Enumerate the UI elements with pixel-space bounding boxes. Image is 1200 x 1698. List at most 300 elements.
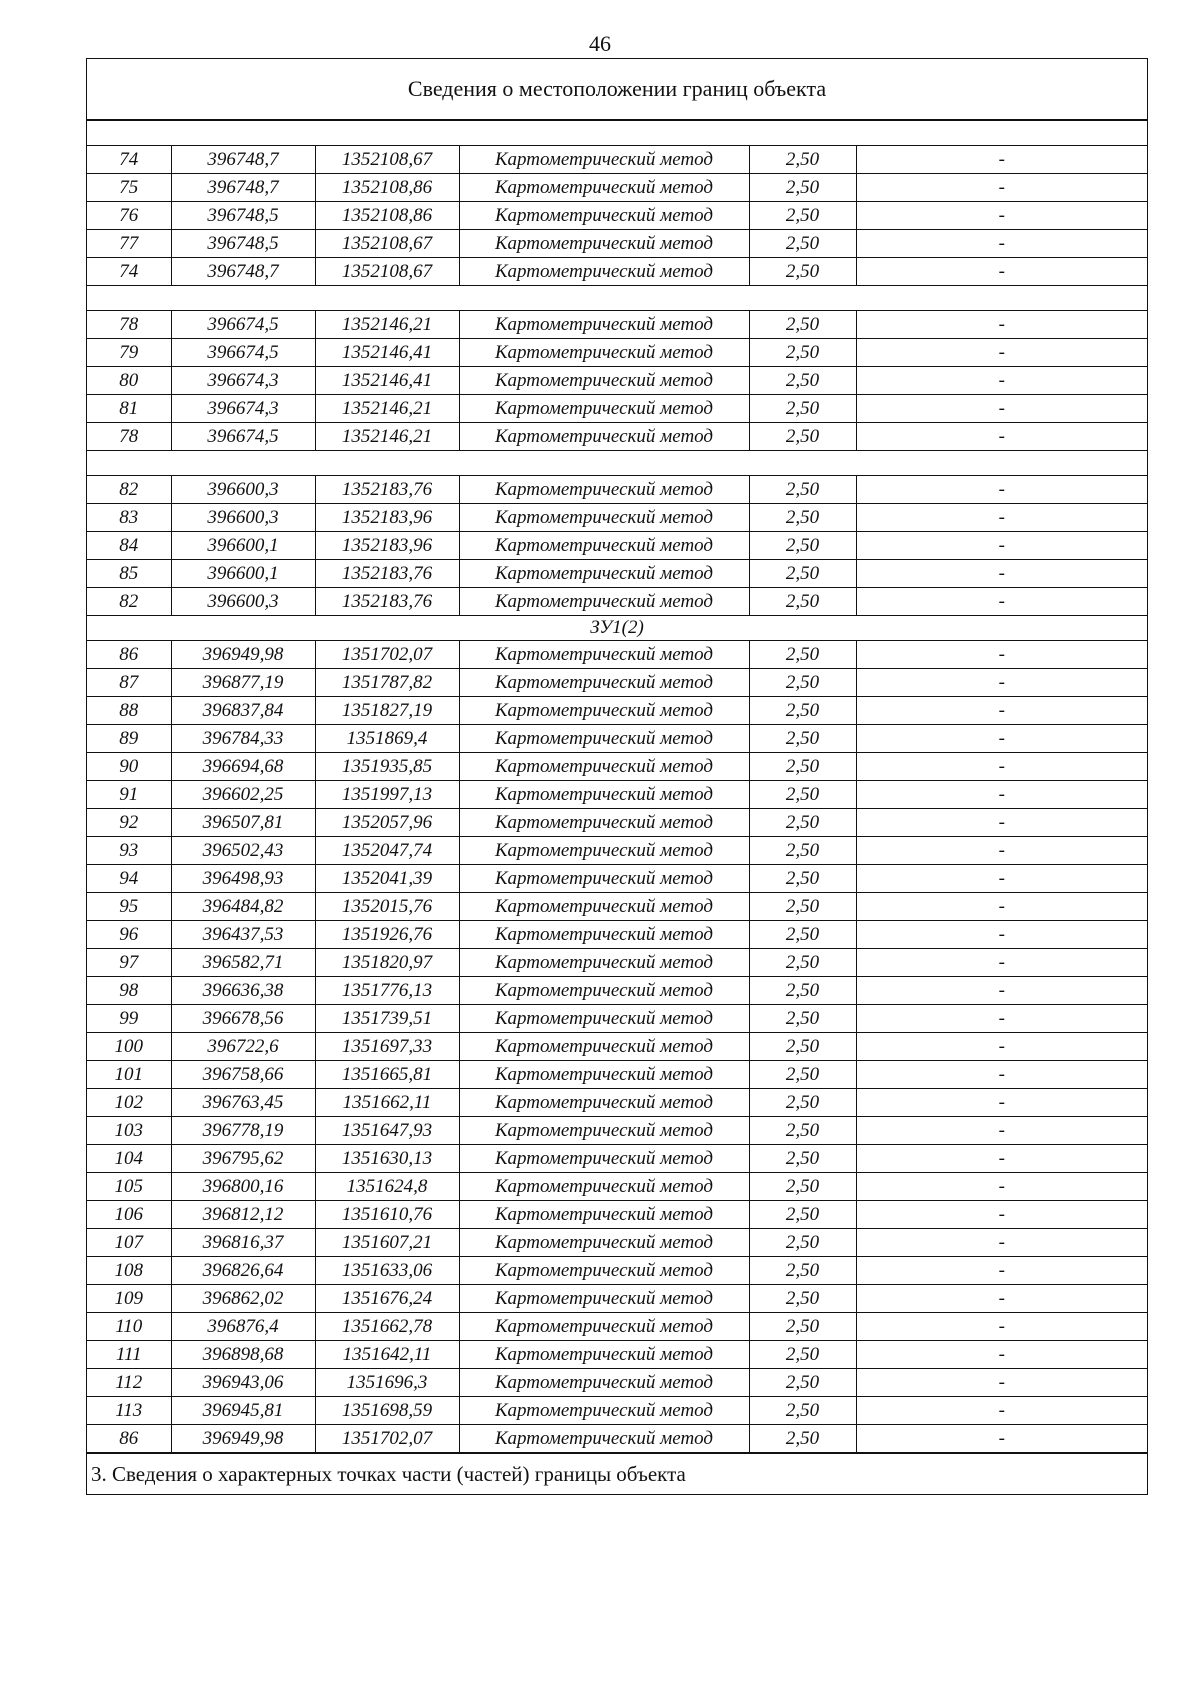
- x-coordinate-cell: 396600,1: [171, 560, 315, 588]
- accuracy-cell: 2,50: [749, 395, 856, 423]
- x-coordinate-cell: 396636,38: [171, 977, 315, 1005]
- table-row: [87, 258, 1147, 286]
- method-cell: Картометрический метод: [459, 921, 749, 949]
- x-coordinate-cell: 396507,81: [171, 809, 315, 837]
- y-coordinate-cell: 1352183,76: [315, 560, 459, 588]
- point-number-cell: 112: [87, 1369, 171, 1397]
- method-cell: Картометрический метод: [459, 641, 749, 669]
- description-cell: -: [856, 1117, 1147, 1145]
- description-cell: -: [856, 753, 1147, 781]
- point-number-cell: 103: [87, 1117, 171, 1145]
- method-cell: Картометрический метод: [459, 1089, 749, 1117]
- table-row: [87, 230, 1147, 258]
- table-title: Сведения о местоположении границ объекта: [87, 59, 1147, 120]
- y-coordinate-cell: 1352183,76: [315, 588, 459, 616]
- method-cell: Картометрический метод: [459, 532, 749, 560]
- table-row: [87, 697, 1147, 725]
- y-coordinate-cell: 1351926,76: [315, 921, 459, 949]
- y-coordinate-cell: 1352108,86: [315, 174, 459, 202]
- description-cell: -: [856, 1369, 1147, 1397]
- accuracy-cell: 2,50: [749, 1285, 856, 1313]
- table-row: [87, 339, 1147, 367]
- description-cell: -: [856, 1061, 1147, 1089]
- description-cell: -: [856, 1173, 1147, 1201]
- x-coordinate-cell: 396795,62: [171, 1145, 315, 1173]
- description-cell: -: [856, 1089, 1147, 1117]
- point-number-cell: 113: [87, 1397, 171, 1425]
- y-coordinate-cell: 1352146,41: [315, 367, 459, 395]
- point-number-cell: 91: [87, 781, 171, 809]
- description-cell: -: [856, 1257, 1147, 1285]
- point-number-cell: 89: [87, 725, 171, 753]
- description-cell: -: [856, 1005, 1147, 1033]
- accuracy-cell: 2,50: [749, 174, 856, 202]
- table-row: [87, 725, 1147, 753]
- y-coordinate-cell: 1352108,67: [315, 230, 459, 258]
- y-coordinate-cell: 1351702,07: [315, 1425, 459, 1453]
- table-row: [87, 1369, 1147, 1397]
- description-cell: -: [856, 174, 1147, 202]
- x-coordinate-cell: 396502,43: [171, 837, 315, 865]
- accuracy-cell: 2,50: [749, 1201, 856, 1229]
- point-number-cell: 99: [87, 1005, 171, 1033]
- description-cell: -: [856, 1201, 1147, 1229]
- description-cell: -: [856, 532, 1147, 560]
- method-cell: Картометрический метод: [459, 1117, 749, 1145]
- point-number-cell: 100: [87, 1033, 171, 1061]
- boundary-table-frame: [86, 58, 1148, 1495]
- method-cell: Картометрический метод: [459, 1005, 749, 1033]
- table-row: [87, 588, 1147, 616]
- point-number-cell: 93: [87, 837, 171, 865]
- accuracy-cell: 2,50: [749, 230, 856, 258]
- table-row: [87, 837, 1147, 865]
- description-cell: -: [856, 311, 1147, 339]
- y-coordinate-cell: 1352146,41: [315, 339, 459, 367]
- point-number-cell: 97: [87, 949, 171, 977]
- accuracy-cell: 2,50: [749, 146, 856, 174]
- x-coordinate-cell: 396582,71: [171, 949, 315, 977]
- accuracy-cell: 2,50: [749, 423, 856, 451]
- accuracy-cell: 2,50: [749, 949, 856, 977]
- x-coordinate-cell: 396674,3: [171, 367, 315, 395]
- point-number-cell: 111: [87, 1341, 171, 1369]
- table-row: [87, 949, 1147, 977]
- table-row: [87, 174, 1147, 202]
- x-coordinate-cell: 396674,3: [171, 395, 315, 423]
- accuracy-cell: 2,50: [749, 1145, 856, 1173]
- description-cell: -: [856, 1425, 1147, 1453]
- description-cell: -: [856, 202, 1147, 230]
- table-row: [87, 1089, 1147, 1117]
- y-coordinate-cell: 1352108,67: [315, 146, 459, 174]
- x-coordinate-cell: 396484,82: [171, 893, 315, 921]
- description-cell: -: [856, 865, 1147, 893]
- y-coordinate-cell: 1351642,11: [315, 1341, 459, 1369]
- accuracy-cell: 2,50: [749, 809, 856, 837]
- method-cell: Картометрический метод: [459, 1313, 749, 1341]
- y-coordinate-cell: 1351702,07: [315, 641, 459, 669]
- table-row: [87, 921, 1147, 949]
- method-cell: Картометрический метод: [459, 1341, 749, 1369]
- accuracy-cell: 2,50: [749, 339, 856, 367]
- table-row: [87, 476, 1147, 504]
- y-coordinate-cell: 1352108,67: [315, 258, 459, 286]
- table-row: [87, 669, 1147, 697]
- point-number-cell: 107: [87, 1229, 171, 1257]
- method-cell: Картометрический метод: [459, 146, 749, 174]
- table-row: [87, 146, 1147, 174]
- table-row: [87, 753, 1147, 781]
- x-coordinate-cell: 396694,68: [171, 753, 315, 781]
- accuracy-cell: 2,50: [749, 837, 856, 865]
- separator-row: [87, 451, 1147, 476]
- method-cell: Картометрический метод: [459, 504, 749, 532]
- accuracy-cell: 2,50: [749, 1397, 856, 1425]
- accuracy-cell: 2,50: [749, 532, 856, 560]
- point-number-cell: 77: [87, 230, 171, 258]
- method-cell: Картометрический метод: [459, 423, 749, 451]
- x-coordinate-cell: 396812,12: [171, 1201, 315, 1229]
- x-coordinate-cell: 396949,98: [171, 1425, 315, 1453]
- method-cell: Картометрический метод: [459, 1425, 749, 1453]
- point-number-cell: 82: [87, 476, 171, 504]
- x-coordinate-cell: 396778,19: [171, 1117, 315, 1145]
- coordinates-table: [87, 120, 1147, 1453]
- separator-row: [87, 286, 1147, 311]
- y-coordinate-cell: 1352041,39: [315, 865, 459, 893]
- method-cell: Картометрический метод: [459, 753, 749, 781]
- x-coordinate-cell: 396877,19: [171, 669, 315, 697]
- method-cell: Картометрический метод: [459, 560, 749, 588]
- y-coordinate-cell: 1351698,59: [315, 1397, 459, 1425]
- description-cell: -: [856, 1145, 1147, 1173]
- description-cell: -: [856, 1341, 1147, 1369]
- table-row: [87, 311, 1147, 339]
- y-coordinate-cell: 1351869,4: [315, 725, 459, 753]
- accuracy-cell: 2,50: [749, 669, 856, 697]
- point-number-cell: 96: [87, 921, 171, 949]
- table-row: [87, 1117, 1147, 1145]
- description-cell: -: [856, 921, 1147, 949]
- method-cell: Картометрический метод: [459, 588, 749, 616]
- accuracy-cell: 2,50: [749, 1089, 856, 1117]
- point-number-cell: 102: [87, 1089, 171, 1117]
- table-row: [87, 532, 1147, 560]
- y-coordinate-cell: 1351696,3: [315, 1369, 459, 1397]
- x-coordinate-cell: 396800,16: [171, 1173, 315, 1201]
- x-coordinate-cell: 396949,98: [171, 641, 315, 669]
- description-cell: -: [856, 977, 1147, 1005]
- description-cell: -: [856, 725, 1147, 753]
- accuracy-cell: 2,50: [749, 560, 856, 588]
- description-cell: -: [856, 809, 1147, 837]
- point-number-cell: 86: [87, 641, 171, 669]
- description-cell: -: [856, 146, 1147, 174]
- point-number-cell: 78: [87, 423, 171, 451]
- y-coordinate-cell: 1351676,24: [315, 1285, 459, 1313]
- x-coordinate-cell: 396437,53: [171, 921, 315, 949]
- x-coordinate-cell: 396862,02: [171, 1285, 315, 1313]
- method-cell: Картометрический метод: [459, 865, 749, 893]
- y-coordinate-cell: 1352146,21: [315, 311, 459, 339]
- x-coordinate-cell: 396602,25: [171, 781, 315, 809]
- table-row: [87, 977, 1147, 1005]
- table-row: [87, 1005, 1147, 1033]
- x-coordinate-cell: 396784,33: [171, 725, 315, 753]
- description-cell: -: [856, 669, 1147, 697]
- method-cell: Картометрический метод: [459, 1257, 749, 1285]
- accuracy-cell: 2,50: [749, 893, 856, 921]
- y-coordinate-cell: 1352146,21: [315, 423, 459, 451]
- method-cell: Картометрический метод: [459, 174, 749, 202]
- method-cell: Картометрический метод: [459, 949, 749, 977]
- accuracy-cell: 2,50: [749, 921, 856, 949]
- method-cell: Картометрический метод: [459, 367, 749, 395]
- method-cell: Картометрический метод: [459, 395, 749, 423]
- description-cell: -: [856, 837, 1147, 865]
- description-cell: -: [856, 258, 1147, 286]
- accuracy-cell: 2,50: [749, 865, 856, 893]
- table-row: [87, 504, 1147, 532]
- description-cell: -: [856, 504, 1147, 532]
- point-number-cell: 95: [87, 893, 171, 921]
- y-coordinate-cell: 1351787,82: [315, 669, 459, 697]
- method-cell: Картометрический метод: [459, 781, 749, 809]
- y-coordinate-cell: 1352183,76: [315, 476, 459, 504]
- method-cell: Картометрический метод: [459, 1285, 749, 1313]
- description-cell: -: [856, 1397, 1147, 1425]
- method-cell: Картометрический метод: [459, 697, 749, 725]
- y-coordinate-cell: 1351607,21: [315, 1229, 459, 1257]
- method-cell: Картометрический метод: [459, 1173, 749, 1201]
- point-number-cell: 110: [87, 1313, 171, 1341]
- point-number-cell: 74: [87, 146, 171, 174]
- x-coordinate-cell: 396898,68: [171, 1341, 315, 1369]
- point-number-cell: 79: [87, 339, 171, 367]
- description-cell: -: [856, 230, 1147, 258]
- x-coordinate-cell: 396498,93: [171, 865, 315, 893]
- point-number-cell: 109: [87, 1285, 171, 1313]
- method-cell: Картометрический метод: [459, 1061, 749, 1089]
- method-cell: Картометрический метод: [459, 230, 749, 258]
- x-coordinate-cell: 396600,3: [171, 504, 315, 532]
- description-cell: -: [856, 1313, 1147, 1341]
- accuracy-cell: 2,50: [749, 476, 856, 504]
- point-number-cell: 76: [87, 202, 171, 230]
- y-coordinate-cell: 1352108,86: [315, 202, 459, 230]
- accuracy-cell: 2,50: [749, 1229, 856, 1257]
- y-coordinate-cell: 1351633,06: [315, 1257, 459, 1285]
- point-number-cell: 92: [87, 809, 171, 837]
- method-cell: Картометрический метод: [459, 1145, 749, 1173]
- x-coordinate-cell: 396748,5: [171, 230, 315, 258]
- y-coordinate-cell: 1351827,19: [315, 697, 459, 725]
- method-cell: Картометрический метод: [459, 837, 749, 865]
- accuracy-cell: 2,50: [749, 697, 856, 725]
- y-coordinate-cell: 1351665,81: [315, 1061, 459, 1089]
- method-cell: Картометрический метод: [459, 1033, 749, 1061]
- x-coordinate-cell: 396876,4: [171, 1313, 315, 1341]
- x-coordinate-cell: 396600,1: [171, 532, 315, 560]
- accuracy-cell: 2,50: [749, 977, 856, 1005]
- y-coordinate-cell: 1352015,76: [315, 893, 459, 921]
- section-heading-row: [87, 616, 1147, 641]
- description-cell: -: [856, 781, 1147, 809]
- x-coordinate-cell: 396763,45: [171, 1089, 315, 1117]
- table-row: [87, 560, 1147, 588]
- accuracy-cell: 2,50: [749, 1033, 856, 1061]
- separator-cell: [87, 451, 1147, 476]
- table-row: [87, 893, 1147, 921]
- description-cell: -: [856, 423, 1147, 451]
- method-cell: Картометрический метод: [459, 202, 749, 230]
- description-cell: -: [856, 476, 1147, 504]
- description-cell: -: [856, 1229, 1147, 1257]
- method-cell: Картометрический метод: [459, 311, 749, 339]
- method-cell: Картометрический метод: [459, 1201, 749, 1229]
- y-coordinate-cell: 1351624,8: [315, 1173, 459, 1201]
- description-cell: -: [856, 1033, 1147, 1061]
- method-cell: Картометрический метод: [459, 339, 749, 367]
- point-number-cell: 90: [87, 753, 171, 781]
- section-footer-heading: 3. Сведения о характерных точках части (частей) границы объекта: [87, 1453, 1147, 1494]
- description-cell: -: [856, 1285, 1147, 1313]
- point-number-cell: 82: [87, 588, 171, 616]
- accuracy-cell: 2,50: [749, 1341, 856, 1369]
- y-coordinate-cell: 1352057,96: [315, 809, 459, 837]
- table-row: [87, 1257, 1147, 1285]
- point-number-cell: 101: [87, 1061, 171, 1089]
- point-number-cell: 94: [87, 865, 171, 893]
- table-row: [87, 1313, 1147, 1341]
- x-coordinate-cell: 396674,5: [171, 339, 315, 367]
- method-cell: Картометрический метод: [459, 1397, 749, 1425]
- accuracy-cell: 2,50: [749, 1173, 856, 1201]
- method-cell: Картометрический метод: [459, 893, 749, 921]
- accuracy-cell: 2,50: [749, 1061, 856, 1089]
- description-cell: -: [856, 367, 1147, 395]
- description-cell: -: [856, 697, 1147, 725]
- table-row: [87, 202, 1147, 230]
- description-cell: -: [856, 588, 1147, 616]
- point-number-cell: 84: [87, 532, 171, 560]
- accuracy-cell: 2,50: [749, 781, 856, 809]
- y-coordinate-cell: 1352146,21: [315, 395, 459, 423]
- point-number-cell: 81: [87, 395, 171, 423]
- table-row: [87, 809, 1147, 837]
- y-coordinate-cell: 1351630,13: [315, 1145, 459, 1173]
- accuracy-cell: 2,50: [749, 1425, 856, 1453]
- x-coordinate-cell: 396674,5: [171, 311, 315, 339]
- accuracy-cell: 2,50: [749, 753, 856, 781]
- accuracy-cell: 2,50: [749, 1257, 856, 1285]
- y-coordinate-cell: 1351935,85: [315, 753, 459, 781]
- method-cell: Картометрический метод: [459, 258, 749, 286]
- point-number-cell: 74: [87, 258, 171, 286]
- table-row: [87, 865, 1147, 893]
- x-coordinate-cell: 396748,7: [171, 174, 315, 202]
- accuracy-cell: 2,50: [749, 1005, 856, 1033]
- table-row: [87, 781, 1147, 809]
- table-row: [87, 367, 1147, 395]
- table-row: [87, 1285, 1147, 1313]
- table-row: [87, 1229, 1147, 1257]
- description-cell: -: [856, 395, 1147, 423]
- table-row: [87, 395, 1147, 423]
- accuracy-cell: 2,50: [749, 258, 856, 286]
- point-number-cell: 78: [87, 311, 171, 339]
- y-coordinate-cell: 1351820,97: [315, 949, 459, 977]
- point-number-cell: 106: [87, 1201, 171, 1229]
- method-cell: Картометрический метод: [459, 1369, 749, 1397]
- x-coordinate-cell: 396722,6: [171, 1033, 315, 1061]
- y-coordinate-cell: 1351610,76: [315, 1201, 459, 1229]
- y-coordinate-cell: 1351697,33: [315, 1033, 459, 1061]
- y-coordinate-cell: 1351776,13: [315, 977, 459, 1005]
- y-coordinate-cell: 1351662,78: [315, 1313, 459, 1341]
- description-cell: -: [856, 641, 1147, 669]
- y-coordinate-cell: 1352183,96: [315, 532, 459, 560]
- point-number-cell: 87: [87, 669, 171, 697]
- accuracy-cell: 2,50: [749, 504, 856, 532]
- point-number-cell: 86: [87, 1425, 171, 1453]
- point-number-cell: 108: [87, 1257, 171, 1285]
- table-row: [87, 423, 1147, 451]
- table-row: [87, 1173, 1147, 1201]
- method-cell: Картометрический метод: [459, 1229, 749, 1257]
- x-coordinate-cell: 396758,66: [171, 1061, 315, 1089]
- point-number-cell: 105: [87, 1173, 171, 1201]
- x-coordinate-cell: 396837,84: [171, 697, 315, 725]
- point-number-cell: 83: [87, 504, 171, 532]
- table-row: [87, 641, 1147, 669]
- page-number: 46: [589, 31, 611, 56]
- table-row: [87, 1341, 1147, 1369]
- x-coordinate-cell: 396748,7: [171, 146, 315, 174]
- method-cell: Картометрический метод: [459, 669, 749, 697]
- point-number-cell: 104: [87, 1145, 171, 1173]
- point-number-cell: 85: [87, 560, 171, 588]
- accuracy-cell: 2,50: [749, 1117, 856, 1145]
- method-cell: Картометрический метод: [459, 809, 749, 837]
- point-number-cell: 80: [87, 367, 171, 395]
- method-cell: Картометрический метод: [459, 725, 749, 753]
- x-coordinate-cell: 396600,3: [171, 476, 315, 504]
- accuracy-cell: 2,50: [749, 725, 856, 753]
- accuracy-cell: 2,50: [749, 1313, 856, 1341]
- separator-cell: [87, 286, 1147, 311]
- x-coordinate-cell: 396674,5: [171, 423, 315, 451]
- x-coordinate-cell: 396826,64: [171, 1257, 315, 1285]
- table-row: [87, 1397, 1147, 1425]
- point-number-cell: 75: [87, 174, 171, 202]
- x-coordinate-cell: 396943,06: [171, 1369, 315, 1397]
- y-coordinate-cell: 1352047,74: [315, 837, 459, 865]
- description-cell: -: [856, 560, 1147, 588]
- x-coordinate-cell: 396945,81: [171, 1397, 315, 1425]
- accuracy-cell: 2,50: [749, 367, 856, 395]
- accuracy-cell: 2,50: [749, 641, 856, 669]
- description-cell: -: [856, 893, 1147, 921]
- separator-cell: [87, 121, 1147, 146]
- y-coordinate-cell: 1351739,51: [315, 1005, 459, 1033]
- accuracy-cell: 2,50: [749, 588, 856, 616]
- table-row: [87, 1201, 1147, 1229]
- section-heading: ЗУ1(2): [87, 616, 1147, 641]
- separator-row: [87, 121, 1147, 146]
- y-coordinate-cell: 1351662,11: [315, 1089, 459, 1117]
